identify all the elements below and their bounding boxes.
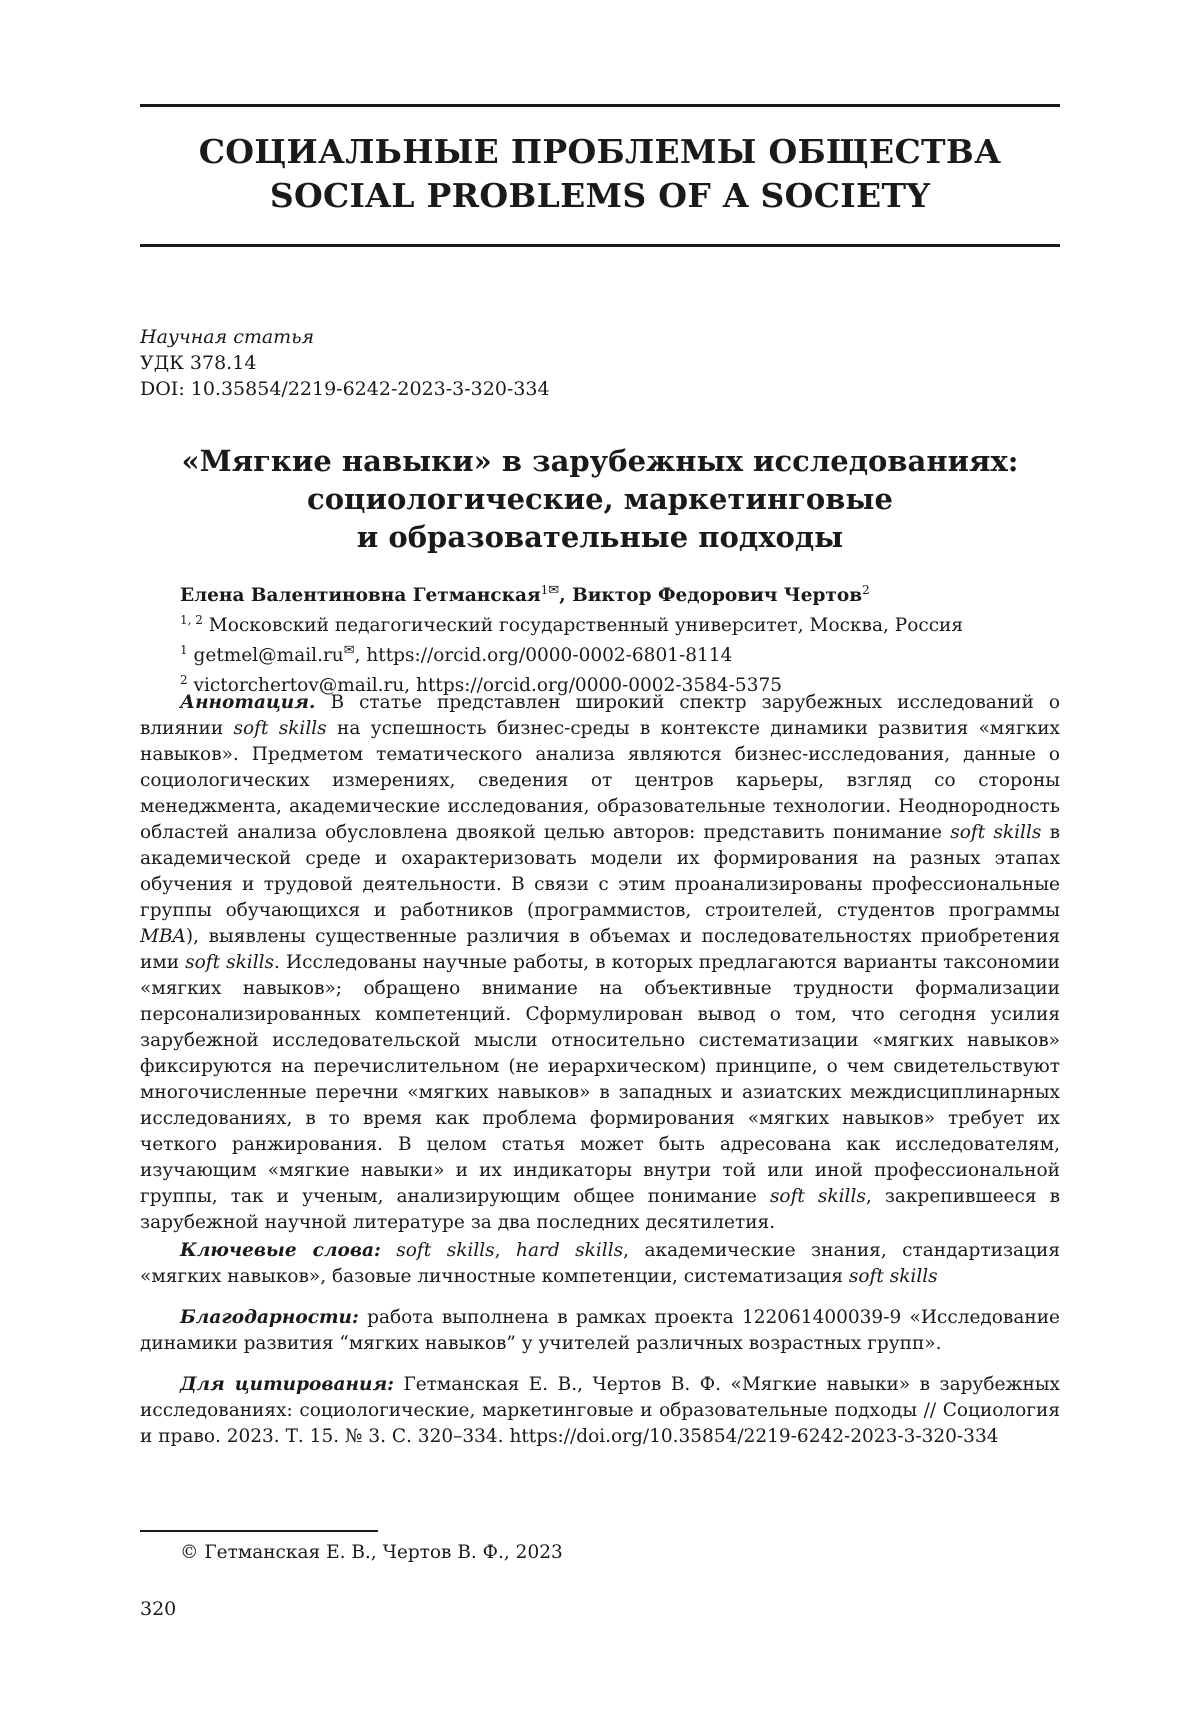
keywords-label: Ключевые слова:: [180, 1240, 381, 1261]
page-number: 320: [140, 1598, 177, 1620]
abstract-italic: soft skills: [950, 822, 1042, 843]
keywords-italic: soft skills: [848, 1266, 938, 1287]
email-2-sup: 2: [180, 673, 188, 688]
keywords-italic: hard skills: [516, 1240, 624, 1261]
article-type: Научная статья: [140, 326, 315, 348]
keywords-text: ,: [494, 1240, 517, 1261]
email-1[interactable]: getmel@mail.ru: [193, 645, 344, 667]
abstract: [140, 690, 1060, 1236]
email-1-sup: 1: [180, 643, 188, 658]
top-rule: [140, 104, 1060, 107]
keywords-text: , академические знания, стандартизация «мягких навыков», базовые личностные компетенции, систематизация: [140, 1240, 1060, 1287]
article-title-line-1: «Мягкие навыки» в зарубежных исследованиях:: [181, 444, 1019, 478]
article-title: [140, 442, 1060, 556]
email-line-1: [180, 638, 1060, 668]
abstract-label: Аннотация.: [180, 692, 316, 713]
author-2-sup: 2: [862, 583, 870, 597]
author-2-name: Виктор Федорович Чертов: [572, 585, 863, 607]
article-meta: [140, 324, 550, 402]
copyright: © Гетманская Е. В., Чертов В. Ф., 2023: [180, 1542, 563, 1563]
mail-icon: ✉: [548, 583, 560, 598]
abstract-text: на успешность бизнес-среды в контексте динамики развития «мягких навыков». Предметом тематического анализа являются бизнес-исследования, данные о социологических измерениях, сведения от центров карьеры, взгляд со стороны менеджмента, академические исследования, образовательные технологии. Неоднородность областей анализа обусловлена двоякой целью авторов: представить понимание: [140, 718, 1060, 843]
abstract-italic: MBA: [140, 926, 186, 947]
keywords: [140, 1238, 1060, 1290]
author-separator: ,: [559, 585, 573, 607]
citation: [140, 1372, 1060, 1450]
abstract-text: , закрепившееся в зарубежной научной литературе за два последних десятилетия.: [140, 1186, 1060, 1233]
mail-icon: ✉: [343, 643, 355, 659]
affiliation-sup: 1, 2: [180, 613, 203, 628]
abstract-italic: soft skills: [233, 718, 327, 739]
acknowledgements: [140, 1305, 1060, 1357]
abstract-text: В статье представлен широкий спектр зарубежных исследований о влиянии: [140, 692, 1060, 739]
abstract-text: . Исследованы научные работы, в которых предлагаются варианты таксономии «мягких навыков»; обращено внимание на объективные трудности формализации персонализированных компетенций. Сформулирован вывод о том, что сегодня усилия зарубежной исследовательской мысли относительно систематизации «мягких навыков» фиксируются на перечислительном (не иерархическом) принципе, о чем свидетельствуют многочисленные перечни «мягких навыков» в западных и азиатских междисциплинарных исследованиях, в то время как проблема формирования «мягких навыков» требует их четкого ранжирования. В целом статья может быть адресована как исследователям, изучающим «мягкие навыки» и их индикаторы внутри той или иной профессиональной группы, так и ученым, анализирующим общее понимание: [140, 952, 1061, 1207]
authors-block: [180, 578, 1060, 699]
section-title-ru: СОЦИАЛЬНЫЕ ПРОБЛЕМЫ ОБЩЕСТВА: [198, 132, 1002, 171]
orcid-1[interactable]: , https://orcid.org/0000-0002-6801-8114: [354, 645, 733, 667]
author-1-sup: 1: [540, 583, 549, 597]
doi-line: DOI: 10.35854/2219-6242-2023-3-320-334: [140, 378, 550, 400]
section-title-en: SOCIAL PROBLEMS OF A SOCIETY: [269, 176, 931, 215]
abstract-italic: soft skills: [185, 952, 275, 973]
udc-code: УДК 378.14: [140, 352, 257, 374]
abstract-italic: soft skills: [769, 1186, 866, 1207]
affiliation-line: [180, 608, 1060, 638]
authors-line: [180, 578, 1060, 608]
bottom-rule: [140, 244, 1060, 247]
citation-text: Гетманская Е. В., Чертов В. Ф. «Мягкие навыки» в зарубежных исследованиях: социологические, маркетинговые и образовательные подходы // Социология и право. 2023. Т. 15. № 3. С. 320–334. https://doi.org/10.35854/2219-6242-2023-3-320-334: [140, 1374, 1060, 1447]
affiliation: Московский педагогический государственный университет, Москва, Россия: [208, 615, 964, 637]
footnote-rule: [140, 1530, 378, 1532]
email-2-orcid-2[interactable]: victorchertov@mail.ru, https://orcid.org/0000-0002-3584-5375: [193, 675, 783, 697]
article-title-line-2: социологические, маркетинговые: [307, 482, 893, 516]
abstract-text: ), выявлены существенные различия в объемах и последовательностях приобретения ими: [140, 926, 1060, 973]
keywords-italic: soft skills: [380, 1240, 495, 1261]
citation-label: Для цитирования:: [180, 1374, 394, 1395]
acknowledgements-label: Благодарности:: [180, 1307, 359, 1328]
abstract-text: в академической среде и охарактеризовать модели их формирования на разных этапах обучения и трудовой деятельности. В связи с этим проанализированы профессиональные группы обучающихся и работников (программистов, строителей, студентов программы: [140, 822, 1060, 921]
acknowledgements-text: работа выполнена в рамках проекта 122061400039-9 «Исследование динамики развития “мягких навыков” у учителей различных возрастных групп».: [140, 1307, 1060, 1354]
author-1-name: Елена Валентиновна Гетманская: [180, 585, 541, 607]
section-header: [140, 130, 1060, 218]
article-title-line-3: и образовательные подходы: [356, 520, 844, 554]
